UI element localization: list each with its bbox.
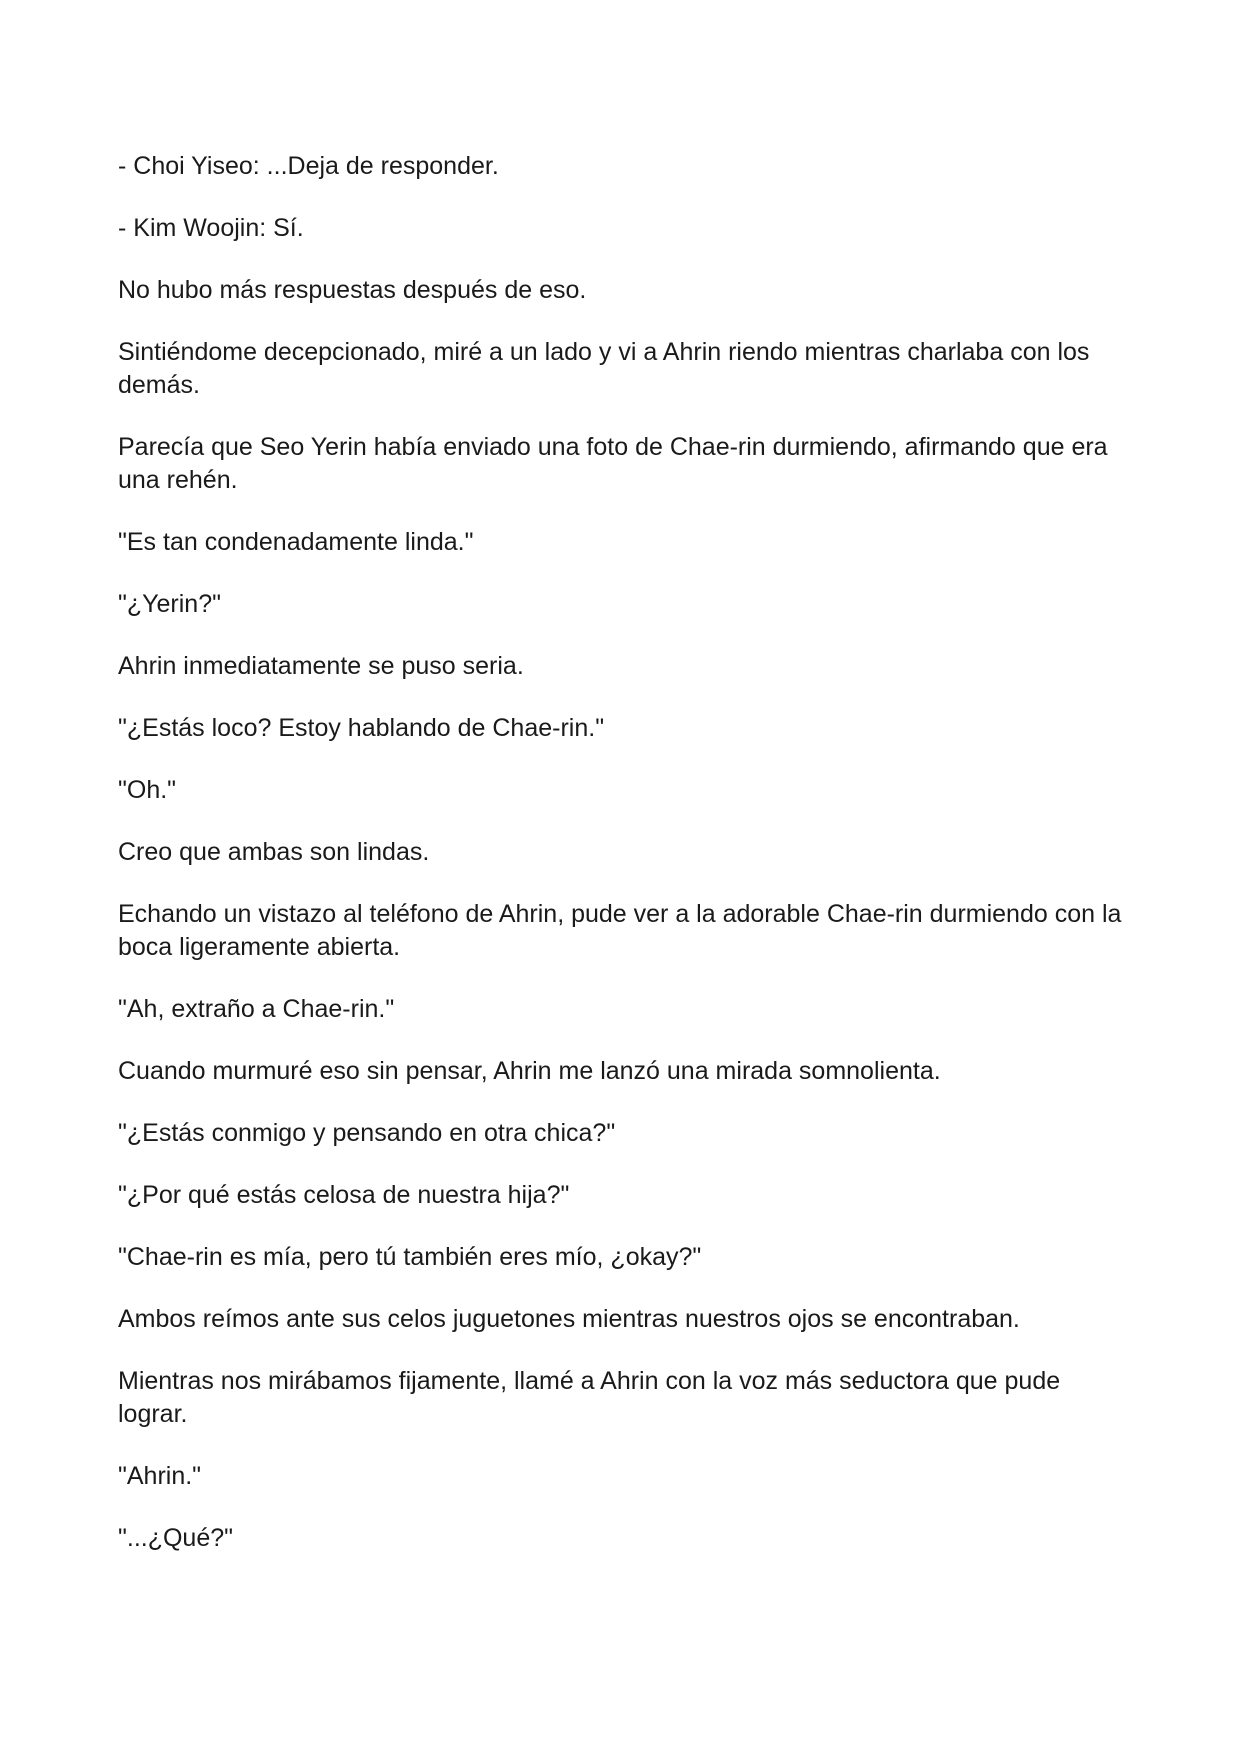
paragraph-14: Cuando murmuré eso sin pensar, Ahrin me lanzó una mirada somnolienta.	[118, 1057, 941, 1085]
paragraph-18: Ambos reímos ante sus celos juguetones mientras nuestros ojos se encontraban.	[118, 1305, 1020, 1333]
paragraph-15: "¿Estás conmigo y pensando en otra chica?"	[118, 1119, 616, 1147]
paragraph-1: - Choi Yiseo: ...Deja de responder.	[118, 152, 499, 180]
paragraph-8: Ahrin inmediatamente se puso seria.	[118, 652, 524, 680]
paragraph-12: Echando un vistazo al teléfono de Ahrin, pude ver a la adorable Chae-rin durmiendo con la boca ligeramente abierta.	[118, 900, 1122, 961]
paragraph-21: "...¿Qué?"	[118, 1524, 234, 1552]
paragraph-9: "¿Estás loco? Estoy hablando de Chae-rin."	[118, 714, 605, 742]
paragraph-17: "Chae-rin es mía, pero tú también eres mío, ¿okay?"	[118, 1243, 702, 1271]
document-body	[118, 150, 1128, 1584]
paragraph-10: "Oh."	[118, 776, 177, 804]
paragraph-3: No hubo más respuestas después de eso.	[118, 276, 587, 304]
paragraph-7: "¿Yerin?"	[118, 590, 221, 618]
paragraph-5: Parecía que Seo Yerin había enviado una foto de Chae-rin durmiendo, afirmando que era una rehén.	[118, 433, 1108, 494]
paragraph-6: "Es tan condenadamente linda."	[118, 528, 474, 556]
paragraph-4: Sintiéndome decepcionado, miré a un lado y vi a Ahrin riendo mientras charlaba con los demás.	[118, 338, 1090, 399]
paragraph-16: "¿Por qué estás celosa de nuestra hija?"	[118, 1181, 570, 1209]
paragraph-2: - Kim Woojin: Sí.	[118, 214, 304, 242]
paragraph-13: "Ah, extraño a Chae-rin."	[118, 995, 395, 1023]
paragraph-20: "Ahrin."	[118, 1462, 202, 1490]
paragraph-11: Creo que ambas son lindas.	[118, 838, 430, 866]
paragraph-19: Mientras nos mirábamos fijamente, llamé a Ahrin con la voz más seductora que pude lograr.	[118, 1367, 1061, 1428]
